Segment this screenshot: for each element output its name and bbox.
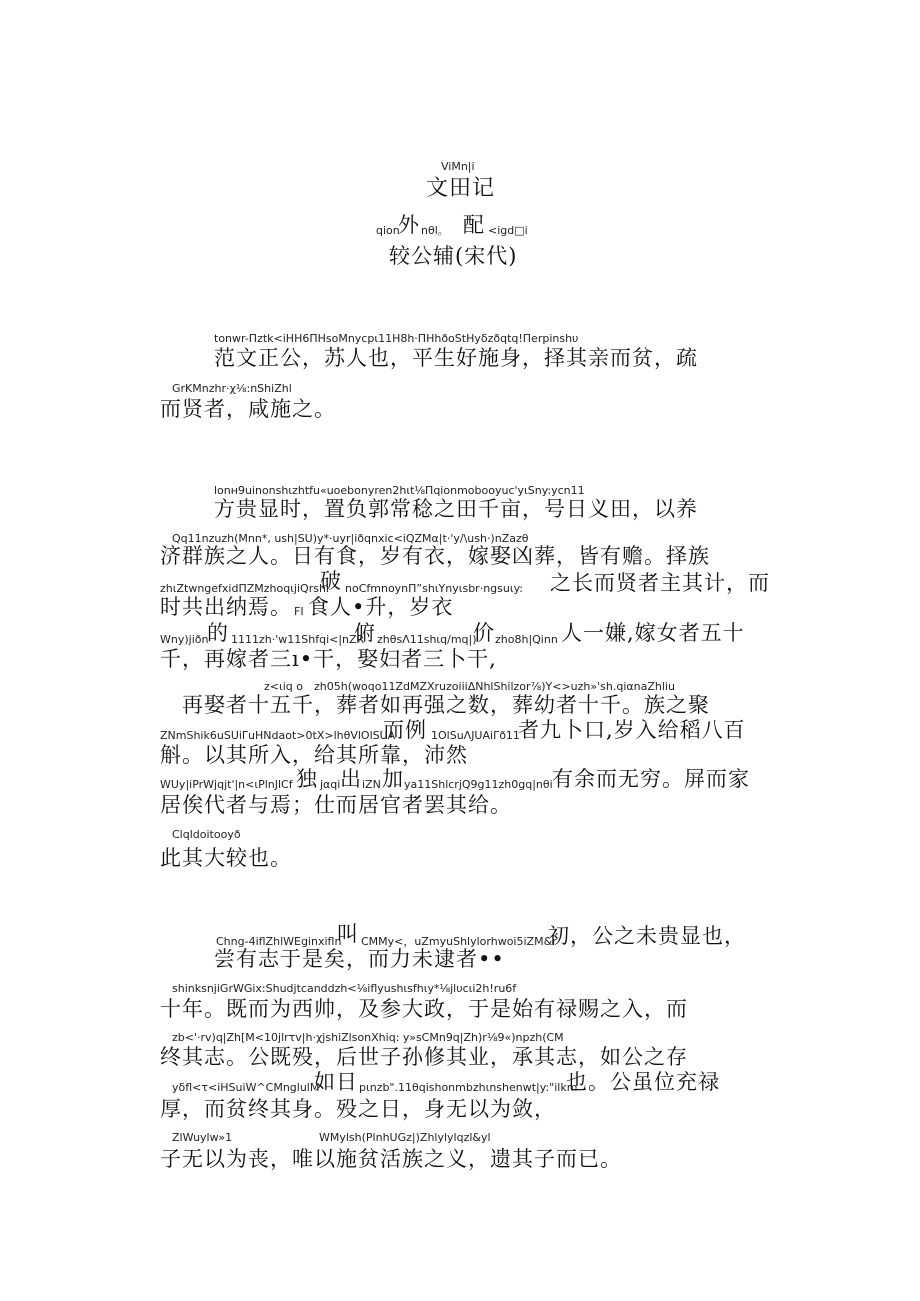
- p2-pinyin-3b: noCfmnoynΠ”shιYnyιsbr·ngsuιy:: [345, 582, 523, 595]
- p3-pinyin-3: shinksnjiGrWGix:Shudjtcanddzh<⅛iflyushιsfhιy*⅛jlυcιi2h!ru6f: [172, 982, 517, 995]
- p3-char-1: 叫: [337, 922, 359, 946]
- p2-pinyin-5c: zhθsΛ11shιq/mq|): [377, 633, 477, 646]
- p3-line-5-tail: 也。公虽位充禄: [566, 1070, 720, 1094]
- p2-pinyin-5a: Wny)jiðn: [160, 633, 209, 646]
- pinyin-title: ViMn|i: [441, 160, 475, 173]
- p2-pinyin-8b: 1OlSuΛJUAiΓð11: [431, 729, 520, 742]
- p3-pinyin-5a: yδfl<τ<iHSuiW^CMnglulM: [172, 1081, 320, 1094]
- p1-line-2: 而贤者，咸施之。: [160, 397, 336, 421]
- p3-line-7: 子无以为丧，唯以施贫活族之义，遗其子而已。: [160, 1147, 622, 1171]
- p2-line-4a: 时共出纳焉。: [160, 595, 292, 619]
- p2-pinyin-8a: ZNmShik6uSUiΓuHNdaot>0tX>lhθVlOlSUA: [160, 729, 396, 742]
- p2-char-3a: 破: [320, 569, 342, 593]
- p2-line-2: 济群族之人。日有食，岁有衣，嫁娶凶葬，皆有赡。择族: [160, 544, 710, 568]
- p2-pinyin-12: Clqldoitooyð: [172, 828, 241, 841]
- p2-line-12: 此其大较也。: [160, 846, 292, 870]
- pinyin-author-c: <igd□i: [488, 224, 528, 237]
- p3-char-5: 如日: [314, 1070, 358, 1094]
- p2-pinyin-1: lonн9uinonshιzhtfu«uoebonyren2hιt⅛Πqionmobooyuc'yιSny:ycn11: [214, 484, 585, 497]
- p2-pinyin-7a: z<ιiq o: [264, 680, 303, 693]
- author-char-a: 外: [398, 213, 420, 237]
- page-title: 文田记: [426, 176, 496, 201]
- p2-char-5a: 的: [207, 621, 229, 645]
- p3-pinyin-7b: WMylsh(PlnhUGz|)Zhlylylqzl&yl: [319, 1131, 491, 1144]
- p2-char-5c: 价: [473, 621, 495, 645]
- p2-line-11: 居俟代者与焉；仕而居官者罢其给。: [160, 793, 512, 817]
- p2-pinyin-3a: zhιZtwngefxidΠZMzhoqιjiQrshi: [160, 582, 329, 595]
- p2-char-8a: 而例: [383, 718, 427, 742]
- p2-char-10a: 独: [296, 767, 318, 791]
- p3-line-1-tail: 初，公之未贵显也，: [548, 924, 746, 948]
- p3-pinyin-1: Chng-4iflZhlWEginxifln: [216, 935, 342, 948]
- pinyin-author-b: nθl。: [421, 224, 449, 237]
- p2-pinyin-2: Qq11nzuzh(Mnn*, ush|SU)y*·uyr|iðqnxic<iQZMα|t·'y/\ush·)nZazθ: [172, 532, 529, 545]
- p3-pinyin-1b: CMMy<，uZmyuShlylorhwoi5iZM&r: [361, 935, 557, 948]
- p2-pinyin-10a: WUy|iPrWjqjt'|n<ιPlnJlCf: [160, 778, 293, 791]
- pinyin-author-a: qion: [376, 224, 400, 237]
- p1-pinyin-1: tonwr-Πztk<iHH6ΠHsoMnycpι11H8h·ΠHhðoStHyδzðqtq!Πerpinshυ: [214, 332, 579, 345]
- p1-pinyin-2: GrKMnzhr·χ⅛:nShiZhl: [172, 382, 292, 395]
- p3-pinyin-4: zb<'·rv)q|Zh[M<10jlrτv|h·χjshiZlsonXhiq: y»sCMn9q|Zh)r⅛9«)npzh(CM: [172, 1031, 564, 1044]
- p1-line-1: 范文正公，苏人也，平生好施身，择其亲而贫，疏: [214, 346, 698, 370]
- p2-pinyin-7b: zh05h(woqo11ZdMZXruzoiiiΔNhlShilzor⅞)Y<>uzh»'sh.qiαnaZhliu: [314, 680, 675, 693]
- p2-line-9: 斛。以其所入，给其所靠，沛然: [160, 743, 468, 767]
- p2-line-8-tail: 者九卜口,岁入给稻八百: [518, 718, 746, 742]
- p2-pinyin-5b: 1111zh·'w11Shfqi<|nZR: [231, 633, 365, 646]
- p2-line-10-tail: 有余而无穷。屏而家: [552, 767, 750, 791]
- p2-line-3-tail: 之长而贤者主其计，而: [550, 571, 770, 595]
- p3-line-6: 厚，而贫终其身。殁之日，身无以为敛，: [160, 1097, 556, 1121]
- p2-pinyin-5d: zho8h|Qinn: [495, 633, 558, 646]
- p2-line-5-tail: 人一嫌,嫁女者五十: [561, 621, 745, 645]
- p3-line-4: 终其志。公既殁，后世子孙修其业，承其志，如公之存: [160, 1045, 688, 1069]
- p2-pinyin-10c: iZN: [362, 778, 381, 791]
- p3-pinyin-5b: pιnzb".11θqishonmbzhιnshenwt|y:"ilkm: [359, 1081, 578, 1094]
- p2-line-7: 再娶者十五千，葬者如再强之数，葬幼者十千。族之聚: [182, 693, 710, 717]
- p2-pinyin-10d: ya11ShlcrjQ9g11zh0gq|nθi: [404, 778, 553, 791]
- p2-pinyin-4: FI: [294, 605, 304, 618]
- p2-line-6: 千，再嫁者三ı•干，娶妇者三卜干,: [160, 647, 497, 671]
- author-line: 较公辅(宋代): [389, 244, 518, 268]
- p3-pinyin-7a: ZlWuylw»1: [172, 1131, 233, 1144]
- p3-line-3: 十年。既而为西帅，及参大政，于是始有禄赐之入，而: [160, 997, 688, 1021]
- author-char-b: 配: [463, 213, 485, 237]
- p2-char-5b: 俯: [354, 621, 376, 645]
- p2-line-1: 方贵显时，置负郭常稔之田千亩，号日义田，以养: [214, 497, 698, 521]
- p2-line-4b: 食人•升，岁衣: [308, 595, 454, 619]
- p2-char-10b: 出: [340, 767, 362, 791]
- p2-char-10c: 加: [382, 767, 404, 791]
- p3-line-2: 尝有志于是矣，而力未逮者••: [214, 947, 505, 971]
- p2-pinyin-10b: jαqi: [320, 778, 341, 791]
